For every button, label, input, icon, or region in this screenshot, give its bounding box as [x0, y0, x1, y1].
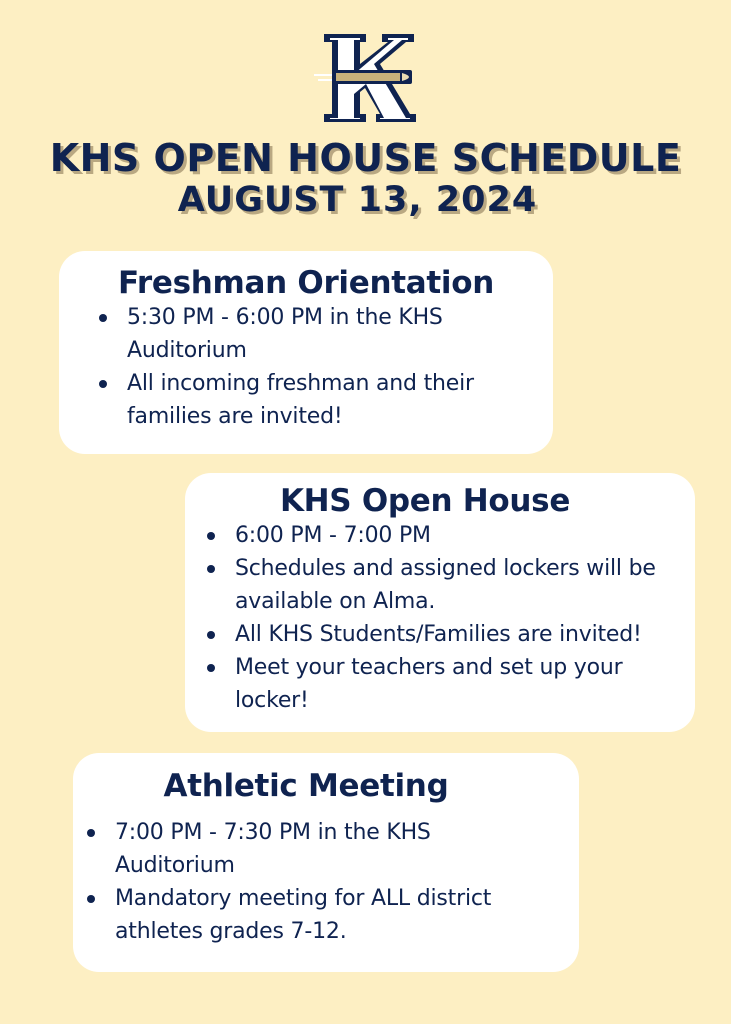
list-item: Schedules and assigned lockers will be available on Alma. — [235, 552, 695, 618]
section-list — [59, 301, 527, 433]
list-item: 7:00 PM - 7:30 PM in the KHS Auditorium — [115, 816, 555, 882]
section-title: Athletic Meeting — [163, 768, 449, 804]
event-date: AUGUST 13, 2024 — [177, 180, 538, 220]
section-title: Freshman Orientation — [117, 265, 495, 301]
athletic-meeting-card — [73, 753, 579, 972]
k-bullet-logo — [310, 30, 430, 126]
list-item: 6:00 PM - 7:00 PM — [235, 519, 695, 552]
list-item: Mandatory meeting for ALL district athletes grades 7-12. — [115, 882, 555, 948]
list-item: All KHS Students/Families are invited! — [235, 618, 695, 651]
list-item: All incoming freshman and their families are invited! — [127, 367, 527, 433]
list-item: Meet your teachers and set up your locker! — [235, 651, 695, 717]
list-item: 5:30 PM - 6:00 PM in the KHS Auditorium — [127, 301, 527, 367]
k-logo-icon — [310, 30, 430, 126]
section-title: KHS Open House — [279, 483, 571, 519]
open-house-card — [185, 473, 695, 732]
section-list — [185, 519, 695, 717]
freshman-orientation-card — [59, 251, 553, 454]
section-list — [73, 816, 555, 948]
page-title: KHS OPEN HOUSE SCHEDULE — [49, 136, 682, 180]
